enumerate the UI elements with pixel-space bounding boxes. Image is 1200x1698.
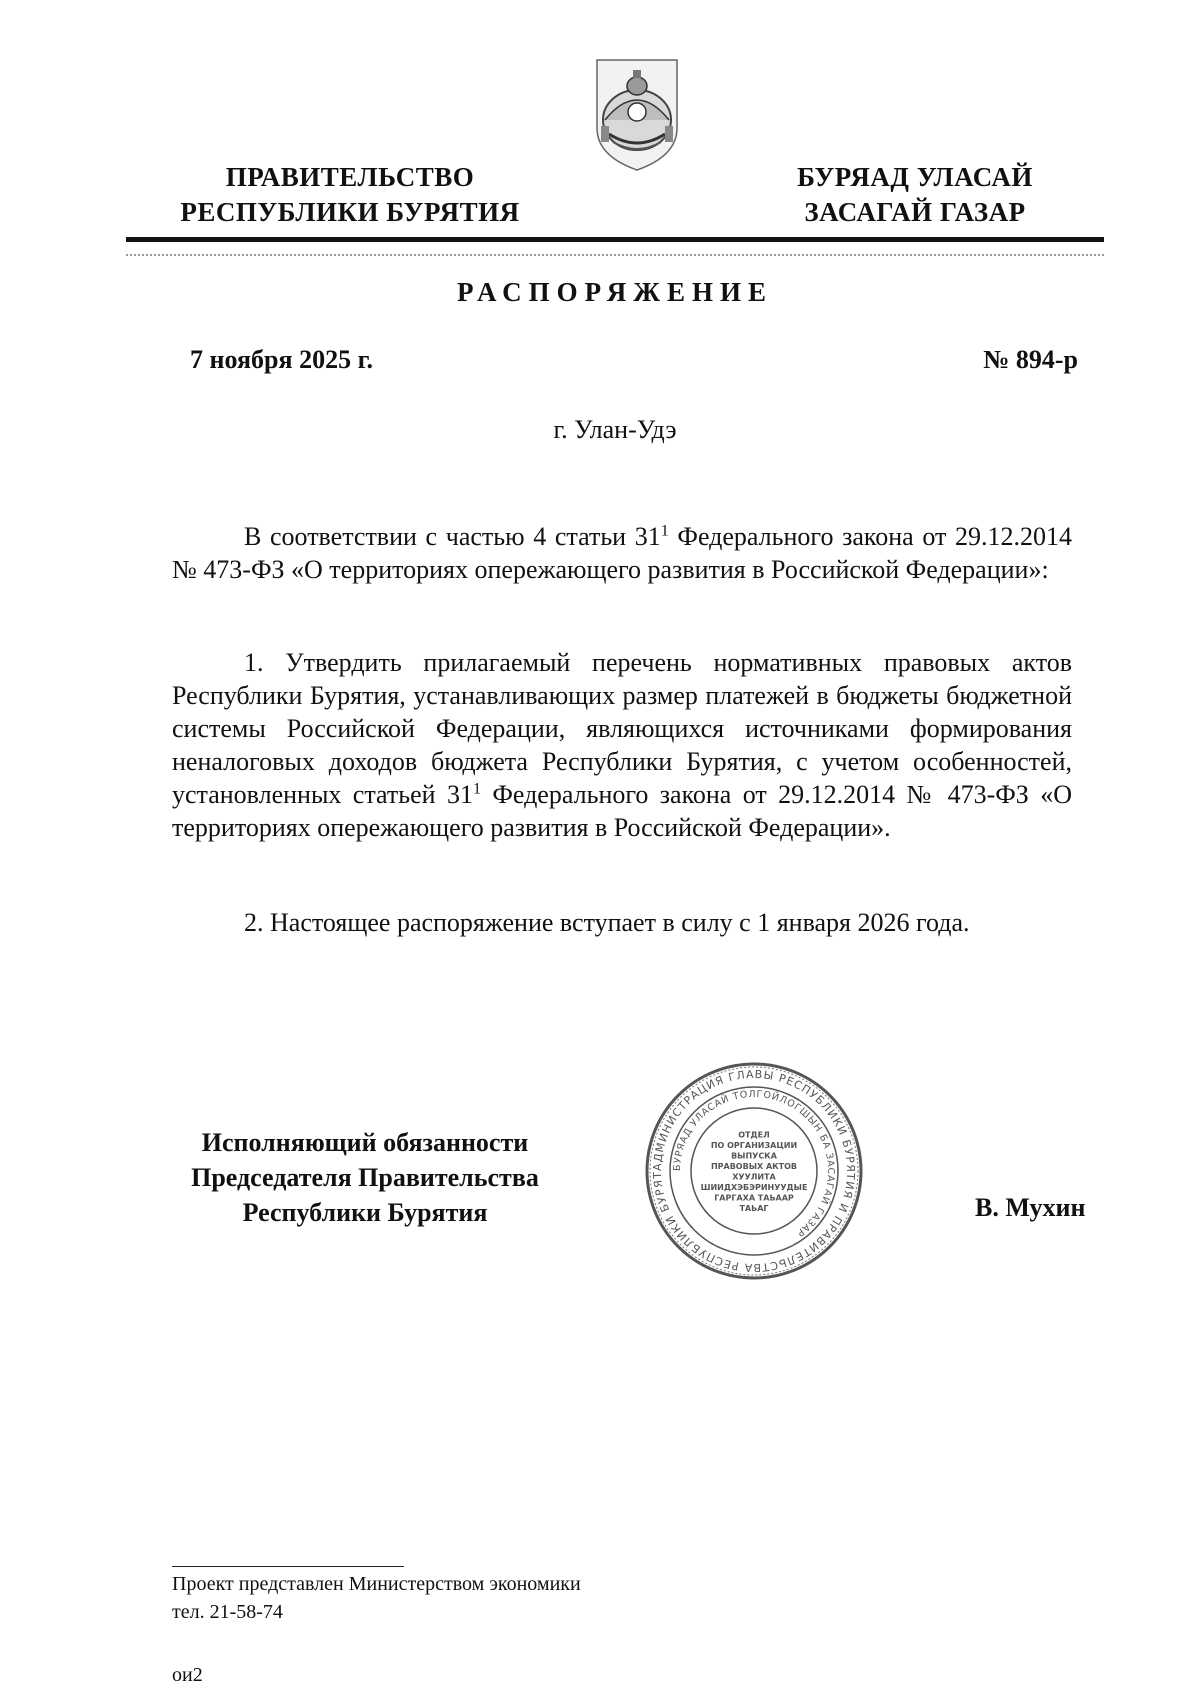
stamp-center-line: ШИИДХЭБЭРИНУУДЫЕ <box>700 1182 808 1192</box>
paragraph-preamble <box>172 520 1072 586</box>
stamp-center-line: ТАЬАГ <box>739 1203 769 1213</box>
paragraph-item-2 <box>172 906 1072 939</box>
stamp-center-line: ПО ОРГАНИЗАЦИИ <box>710 1140 798 1150</box>
p1-text-a: В соответствии с частью 4 статьи 31 <box>244 522 661 551</box>
footer-project-note: Проект представлен Министерством экономики <box>172 1573 581 1595</box>
p2-text-b: Федерального закона от 29.12.2014 № 473-ФЗ «О территориях опережающего развития в Российской Федерации». <box>172 780 1072 842</box>
p1-superscript: 1 <box>660 522 669 540</box>
header-divider-thick <box>126 237 1104 242</box>
gov-ru-line2: РЕСПУБЛИКИ БУРЯТИЯ <box>180 197 520 227</box>
government-name-russian <box>150 160 550 230</box>
gov-bur-line2: ЗАСАГАЙ ГАЗАР <box>804 197 1026 227</box>
document-title: РАСПОРЯЖЕНИЕ <box>456 277 774 307</box>
document-city: г. Улан-Удэ <box>553 415 677 444</box>
gov-bur-line1: БУРЯАД УЛАСАЙ <box>797 162 1033 192</box>
stamp-center-line: ПРАВОВЫХ АКТОВ <box>710 1161 798 1171</box>
official-seal-stamp <box>643 1060 865 1282</box>
stamp-center-line: ХУУЛИТА <box>732 1172 776 1182</box>
signer-line1: Исполняющий обязанности <box>201 1128 529 1157</box>
document-date: 7 ноября 2025 г. <box>190 345 373 374</box>
stamp-outer-text: АДМИНИСТРАЦИЯ ГЛАВЫ РЕСПУБЛИКИ БУРЯТИЯ И ПРАВИТЕЛЬСТВА РЕСПУБЛИКИ БУРЯТ <box>650 1067 858 1275</box>
coat-of-arms-emblem <box>591 56 683 174</box>
stamp-center-line: ОТДЕЛ <box>738 1130 770 1140</box>
document-number: № 894-р <box>983 345 1078 374</box>
footer-phone: тел. 21-58-74 <box>172 1601 283 1623</box>
signer-name: В. Мухин <box>975 1193 1086 1222</box>
stamp-center-line: ГАРГАХА ТАЬААР <box>714 1193 794 1203</box>
signer-line2: Председателя Правительства <box>191 1163 539 1192</box>
p1-text-b: Федерального закона от 29.12.2014 № 473-ФЗ «О территориях опережающего развития в Российской Федерации»: <box>172 522 1073 584</box>
footer-code: ои2 <box>172 1664 203 1686</box>
government-name-buryat <box>770 160 1060 230</box>
p3-text: 2. Настоящее распоряжение вступает в силу с 1 января 2026 года. <box>244 908 970 937</box>
header-divider-dotted <box>126 254 1104 256</box>
paragraph-item-1 <box>172 646 1072 844</box>
signer-line3: Республики Бурятия <box>242 1198 488 1227</box>
p2-superscript: 1 <box>472 780 481 798</box>
signer-title <box>150 1125 580 1230</box>
stamp-inner-text: БУРЯАД УЛАСАЙ ТОЛГОЙЛОГШЫН БА ЗАСАГАЙ ГАЗАР <box>671 1088 837 1239</box>
gov-ru-line1: ПРАВИТЕЛЬСТВО <box>225 162 475 192</box>
footnote-divider <box>172 1566 404 1567</box>
stamp-center-line: ВЫПУСКА <box>731 1151 777 1161</box>
p2-text-a: 1. Утвердить прилагаемый перечень нормативных правовых актов Республики Бурятия, устанавливающих размер платежей в бюджеты бюджетной системы Российской Федерации, являющихся источниками формирования неналоговых доходов бюджета Республики Бурятия, с учетом особенностей, установленных статьей 31 <box>172 648 1072 809</box>
